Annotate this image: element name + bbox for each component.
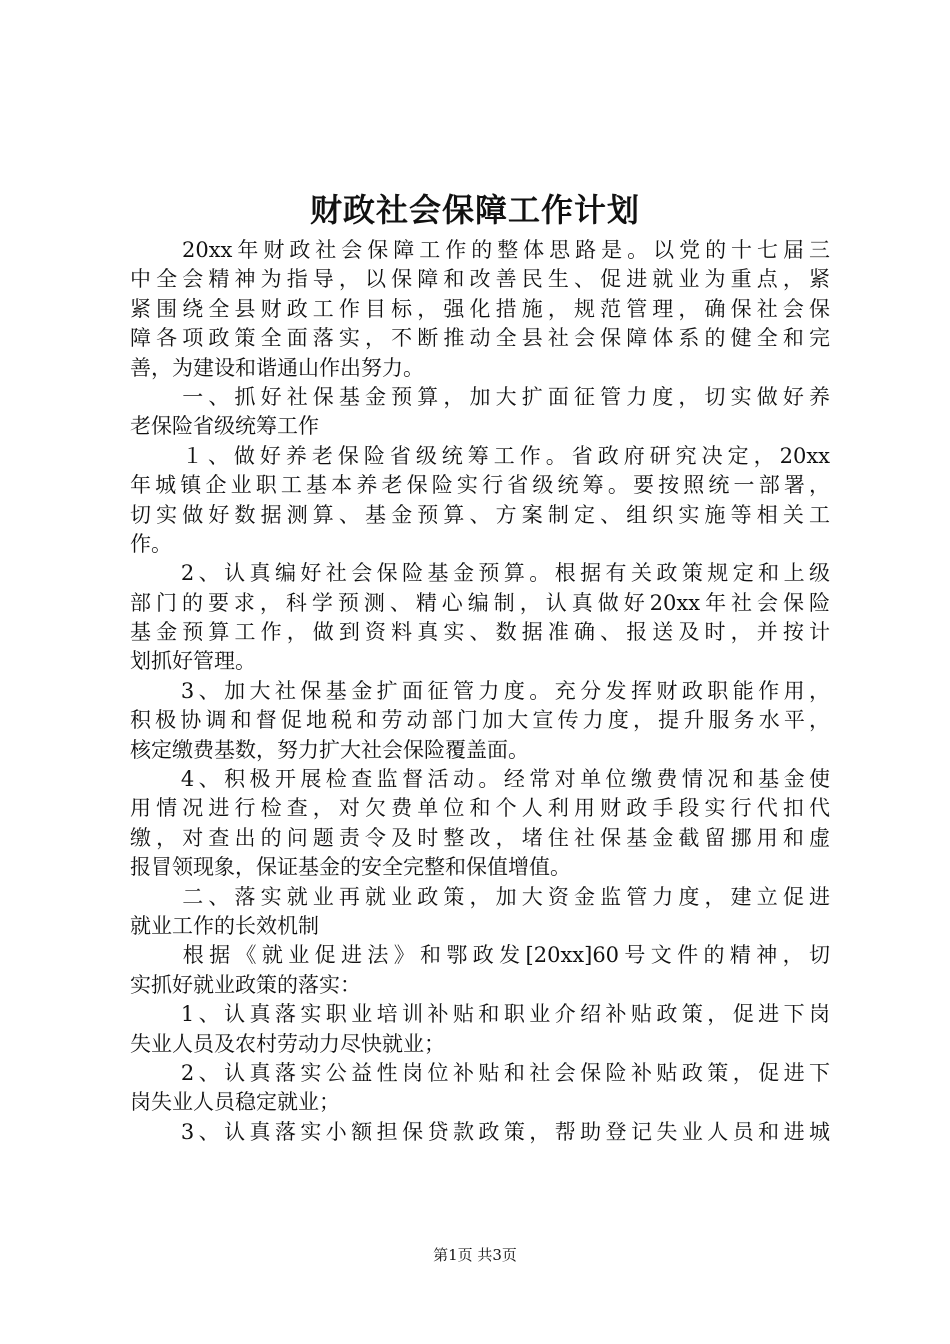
text-line: 作。 <box>130 531 172 556</box>
text-line: 障各项政策全面落实，不断推动全县社会保障体系的健全和完 <box>130 326 830 351</box>
text-line: 积极协调和督促地税和劳动部门加大宣传力度，提升服务水平， <box>130 708 830 733</box>
text-line: 核定缴费基数，努力扩大社会保险覆盖面。 <box>130 737 529 762</box>
page-footer: 第1页 共3页 <box>433 1246 517 1264</box>
text-line: 划抓好管理。 <box>130 649 256 674</box>
text-line: １、做好养老保险省级统筹工作。省政府研究决定，20xx <box>130 443 830 468</box>
text-line: 缴，对查出的问题责令及时整改，堵住社保基金截留挪用和虚 <box>130 825 830 850</box>
text-line: 2、认真编好社会保险基金预算。根据有关政策规定和上级 <box>130 561 830 586</box>
text-line: 岗失业人员稳定就业； <box>130 1090 340 1115</box>
document-body <box>130 236 830 1147</box>
text-line: 实抓好就业政策的落实： <box>130 972 361 997</box>
text-line: 基金预算工作，做到资料真实、数据准确、报送及时，并按计 <box>130 620 830 645</box>
text-line: 1、认真落实职业培训补贴和职业介绍补贴政策，促进下岗 <box>130 1002 830 1027</box>
text-line: 一、抓好社保基金预算，加大扩面征管力度，切实做好养 <box>130 384 830 409</box>
text-line: 就业工作的长效机制 <box>130 913 319 938</box>
text-line: 3、认真落实小额担保贷款政策，帮助登记失业人员和进城 <box>130 1119 830 1144</box>
text-line: 2、认真落实公益性岗位补贴和社会保险补贴政策，促进下 <box>130 1060 830 1085</box>
text-line: 年城镇企业职工基本养老保险实行省级统筹。要按照统一部署， <box>130 473 830 498</box>
text-line: 4、积极开展检查监督活动。经常对单位缴费情况和基金使 <box>130 767 830 792</box>
text-line: 20xx年财政社会保障工作的整体思路是。以党的十七届三 <box>130 238 830 262</box>
text-line: 部门的要求，科学预测、精心编制，认真做好20xx年社会保险 <box>130 590 830 615</box>
text-line: 报冒领现象，保证基金的安全完整和保值增值。 <box>130 855 571 880</box>
text-line: 老保险省级统筹工作 <box>130 414 319 439</box>
page-title: 财政社会保障工作计划 <box>309 191 640 229</box>
text-line: 根据《就业促进法》和鄂政发[20xx]60号文件的精神，切 <box>130 943 830 968</box>
text-line: 3、加大社保基金扩面征管力度。充分发挥财政职能作用， <box>130 678 830 703</box>
text-line: 失业人员及农村劳动力尽快就业； <box>130 1031 445 1056</box>
text-line: 二、落实就业再就业政策，加大资金监管力度，建立促进 <box>130 884 830 909</box>
text-line: 紧围绕全县财政工作目标，强化措施，规范管理，确保社会保 <box>130 296 830 321</box>
text-line: 中全会精神为指导，以保障和改善民生、促进就业为重点，紧 <box>130 267 830 292</box>
text-line: 用情况进行检查，对欠费单位和个人利用财政手段实行代扣代 <box>130 796 830 821</box>
text-line: 切实做好数据测算、基金预算、方案制定、组织实施等相关工 <box>130 502 830 527</box>
text-line: 善，为建设和谐通山作出努力。 <box>130 355 424 380</box>
